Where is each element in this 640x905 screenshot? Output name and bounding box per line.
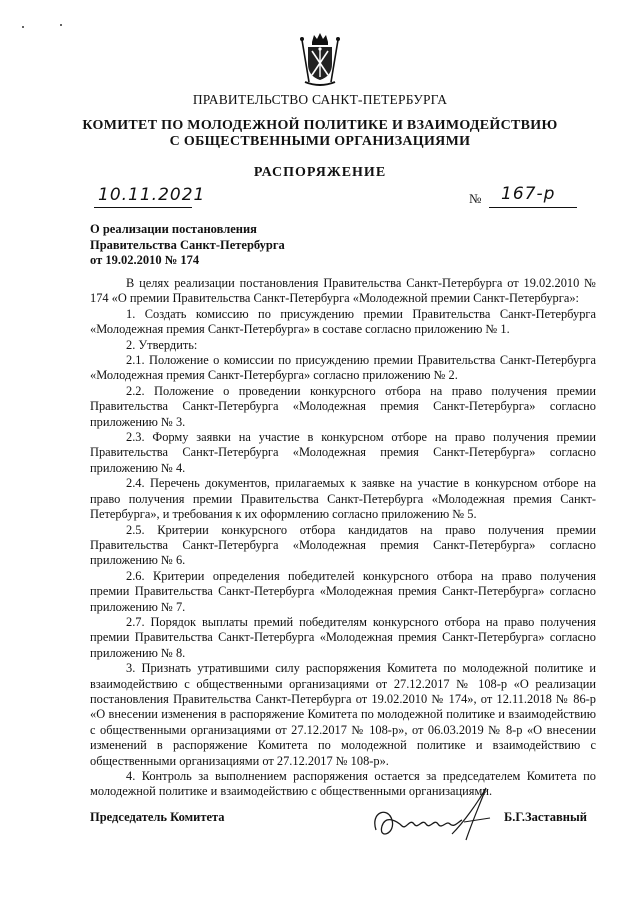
item-2-6: 2.6. Критерии определения победителей конкурсного отбора на право получения премии Правительства Санкт-Петербурга «Молодежная премия Санкт-Петербурга» согласно приложению № 7. bbox=[90, 568, 596, 614]
intro-paragraph: В целях реализации постановления Правительства Санкт-Петербурга от 19.02.2010 № 174 «О премии Правительства Санкт-Петербурга «Молодежной премии Санкт-Петербурга»: bbox=[90, 276, 596, 306]
item-2-4: 2.4. Перечень документов, прилагаемых к заявке на участие в конкурсном отборе на право получения премии Правительства Санкт-Петербурга «Молодежная премия Санкт-Петербурга», и требования к их оформлению согласно приложению № 5. bbox=[90, 476, 596, 522]
date-field bbox=[94, 185, 206, 208]
item-2-2: 2.2. Положение о проведении конкурсного отбора на право получения премии Правительства Санкт-Петербурга «Молодежная премия Санкт-Петербурга» согласно приложению № 3. bbox=[90, 383, 596, 429]
document-type: РАСПОРЯЖЕНИЕ bbox=[253, 165, 387, 180]
item-2-3: 2.3. Форму заявки на участие в конкурсном отборе на право получения премии Правительства Санкт-Петербурга «Молодежная премия Санкт-Петербурга» согласно приложению № 4. bbox=[90, 430, 596, 475]
item-3: 3. Признать утратившими силу распоряжения Комитета по молодежной политике и взаимодействию с общественными организациями от 27.12.2017 № 108-р «О реализации постановления Правительства Санкт-Петербурга от 19.02.2010 № 174», от 12.11.2018 № 86-р «О внесении изменения в распоряжение Комитета по молодежной политике и взаимодействию с общественными организациями от 27.12.2017 № 108-р», от 06.03.2019 № 8-р «О внесении изменений в распоряжение Комитета по молодежной политике и взаимодействию с общественными организациями от 27.12.2017 № 108-р». bbox=[90, 661, 596, 768]
item-2-7: 2.7. Порядок выплаты премий победителям конкурсного отбора на право получения премии Правительства Санкт-Петербурга «Молодежная премия Санкт-Петербурга» согласно приложению № 8. bbox=[90, 614, 596, 660]
subject-line: О реализации постановления bbox=[90, 222, 257, 236]
number-underline bbox=[489, 184, 577, 208]
committee-name-line: С ОБЩЕСТВЕННЫМИ ОРГАНИЗАЦИЯМИ bbox=[169, 134, 471, 149]
date-value: 10.11.2021 bbox=[98, 185, 206, 205]
scan-speck bbox=[22, 26, 24, 28]
item-4: 4. Контроль за выполнением распоряжения остается за председателем Комитета по молодежной политике и взаимодействию с общественными организациями. bbox=[90, 769, 596, 799]
signer-name: Б.Г.Заставный bbox=[504, 810, 587, 824]
committee-name-line: КОМИТЕТ ПО МОЛОДЕЖНОЙ ПОЛИТИКЕ И ВЗАИМОДЕЙСТВИЮ bbox=[82, 118, 558, 133]
scan-speck bbox=[60, 24, 62, 26]
st-petersburg-coat-of-arms-icon bbox=[297, 30, 343, 88]
number-value: 167-р bbox=[501, 184, 556, 204]
item-2-1: 2.1. Положение о комиссии по присуждению премии Правительства Санкт-Петербурга «Молодежная премия Санкт-Петербурга» согласно приложению № 2. bbox=[90, 353, 596, 383]
item-2-5: 2.5. Критерии конкурсного отбора кандидатов на право получения премии Правительства Санкт-Петербурга «Молодежная премия Санкт-Петербурга» согласно приложению № 6. bbox=[90, 522, 596, 568]
committee-name bbox=[80, 118, 560, 150]
item-1: 1. Создать комиссию по присуждению премии Правительства Санкт-Петербурга «Молодежная премия Санкт-Петербурга» в составе согласно приложению № 1. bbox=[90, 306, 596, 337]
document-subject bbox=[90, 222, 350, 269]
document-body bbox=[90, 276, 596, 800]
subject-line: от 19.02.2010 № 174 bbox=[90, 253, 200, 267]
government-name: ПРАВИТЕЛЬСТВО САНКТ-ПЕТЕРБУРГА bbox=[192, 92, 448, 107]
subject-line: Правительства Санкт-Петербурга bbox=[90, 237, 285, 252]
signatory-position: Председатель Комитета bbox=[90, 810, 225, 824]
item-2: 2. Утвердить: bbox=[126, 337, 198, 352]
number-field bbox=[469, 184, 579, 207]
handwritten-signature-icon bbox=[368, 782, 508, 852]
number-sign: № bbox=[469, 191, 482, 206]
